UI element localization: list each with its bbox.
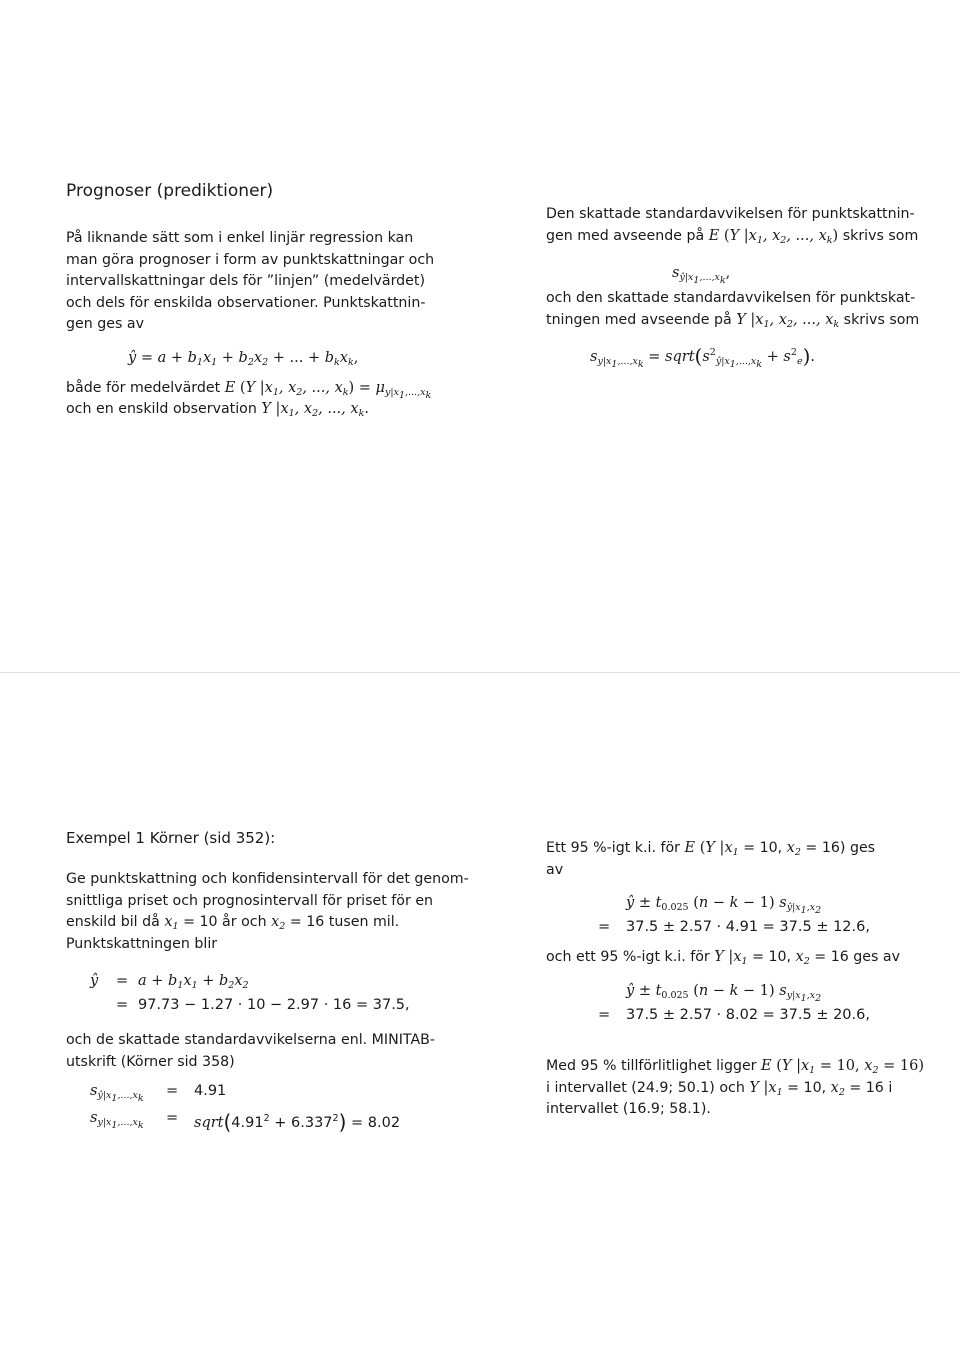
observation-line-text: och en enskild observation xyxy=(66,401,257,417)
text-fragment: enskild bil då xyxy=(66,914,160,931)
text-fragment: skrivs som xyxy=(842,227,919,244)
text-line: enskild bil då $x_1 = 10$ år och $x_2 = 16$ tusen mil. xyxy=(66,914,400,933)
text-fragment: = 16 i xyxy=(849,1079,893,1096)
text-line: Ett 95 %-igt k.i. för E (Y $|x_1 = 10$, $x_2 = 16$) ges xyxy=(546,840,876,858)
text-fragment: = 10, xyxy=(787,1079,827,1096)
text-line: Den skattade standardavvikelsen för punktskattnin- xyxy=(546,206,915,222)
text-fragment: = 16) xyxy=(805,840,846,856)
observation-line: och en enskild observation Y $|x_1$, $x_2$, ..., $x_k$. xyxy=(66,401,369,419)
text-line: man göra prognoser i form av punktskattningar och xyxy=(66,251,435,268)
text-fragment: = 16 ges av xyxy=(814,949,900,965)
point-estimate-value: 97.73 − 1.27 · 10 − 2.97 · 16 = 37.5, xyxy=(138,997,410,1013)
text-fragment: och ett 95 %-igt k.i. för xyxy=(546,949,710,965)
text-line: av xyxy=(546,861,564,878)
slide-prognoser xyxy=(0,0,480,672)
text-fragment: Ett 95 %-igt k.i. för xyxy=(546,840,680,856)
s-yhat-symbol: $s_{ŷ|x_1,...,x_k}$, xyxy=(672,265,731,286)
s-y-term-1: 4.91 xyxy=(231,1115,264,1131)
s-y-formula: $s_{y|x_1,...,x_k}$ = $sqrt(s^2_{ŷ|x_1,...,x_k} + s^2_e)$. xyxy=(590,344,815,370)
text-line: På liknande sätt som i enkel linjär regression kan xyxy=(66,230,414,246)
pi-intro xyxy=(546,947,900,969)
text-fragment: = 10, xyxy=(752,949,792,965)
slide-example: Exempel 1 Körner (sid 352): Ge punktskattning och konfidensintervall för det genom- snittliga priset och prognosintervall för priset för en enskild bil då $x_1 = 10$ år och $x_2 = 16$ tusen mil. Punktskattningen blir ŷ = $a + b_1x_1 + b_2x_2$ = 97.73 − 1.27 · 10 − 2.97 · 16 = 37.5, och de skattade standardavvikelserna enl. MINITAB- utskrift (Körner sid 358) $s_{ŷ|x_1,...,x_k}$ = 4.91 $s_{y|x_1,...,x_k}$ = sqrt(4.91$^2$ + $6.337^2) = 8.02$ xyxy=(66,829,469,1134)
text-line: gen med avseende på E (Y $|x_1$, $x_2$, ..., $x_k$) skrivs som xyxy=(546,227,919,246)
s-y-term-2: + 6.337 xyxy=(274,1115,333,1131)
text-line: i intervallet (24.9; 50.1) och Y $|x_1 = 10$, $x_2 = 16$ i xyxy=(546,1079,893,1098)
pi-calc-value: 37.5 ± 2.57 · 8.02 = 37.5 ± 20.6, xyxy=(626,1007,870,1023)
mean-line: både för medelvärdet E (Y $|x_1$, $x_2$, ..., $x_k) = \mu_{y|x_1,...,x_k}$ xyxy=(66,380,432,401)
text-line: intervallskattningar dels för ”linjen” (medelvärdet) xyxy=(66,273,426,290)
text-fragment: tningen med avseende på xyxy=(546,311,732,328)
text-fragment: gen med avseende på xyxy=(546,227,705,244)
text-line: tningen med avseende på Y $|x_1$, $x_2$, ..., $x_k$ skrivs som xyxy=(546,311,920,330)
text-fragment: = 10, xyxy=(743,840,783,856)
text-line: snittliga priset och prognosintervall för priset för en xyxy=(66,892,434,909)
text-line: och den skattade standardavvikelsen för punktskat- xyxy=(546,290,916,306)
text-line: intervallet (16.9; 58.1). xyxy=(546,1101,711,1118)
text-line: Ge punktskattning och konfidensintervall för det genom- xyxy=(66,871,469,887)
mean-line-text: både för medelvärdet xyxy=(66,380,221,396)
ci-intro xyxy=(546,838,875,881)
t-subscript: 0.025 xyxy=(661,990,689,1001)
sqrt-word: sqrt xyxy=(665,349,695,365)
text-line: Med 95 % tillförlitlighet ligger E (Y $|x_1 = 10$, $x_2 = 16$) xyxy=(546,1058,924,1076)
sd-paragraph-2 xyxy=(546,288,919,331)
t-subscript: 0.025 xyxy=(661,902,689,913)
text-fragment: = 16 tusen mil. xyxy=(289,914,400,931)
s-yhat-value: 4.91 xyxy=(194,1083,227,1099)
slide-title: Prognoser (prediktioner) xyxy=(66,181,274,201)
text-line: Punktskattningen blir xyxy=(66,935,218,952)
sqrt-word: sqrt xyxy=(194,1115,224,1131)
slide-standard-deviations xyxy=(480,0,960,672)
text-line: och dels för enskilda observationer. Punktskattnin- xyxy=(66,294,426,311)
text-line: och de skattade standardavvikelserna enl. MINITAB- xyxy=(66,1032,436,1048)
text-fragment: ges xyxy=(849,840,876,856)
example-paragraph-2 xyxy=(66,1030,435,1073)
ci-calc-value: 37.5 ± 2.57 · 4.91 = 37.5 ± 12.6, xyxy=(626,919,870,935)
example-paragraph-1 xyxy=(66,869,469,955)
conclusion-paragraph xyxy=(546,1056,924,1121)
s-y-result: = 8.02 xyxy=(351,1115,401,1131)
example-title: Exempel 1 Körner (sid 352): xyxy=(66,829,276,847)
text-fragment: i intervallet (24.9; 50.1) och xyxy=(546,1079,745,1096)
text-fragment: = 10 år och xyxy=(183,914,267,931)
intro-paragraph xyxy=(66,228,434,336)
text-line: och ett 95 %-igt k.i. för Y $|x_1 = 10$, $x_2 = 16$ ges av xyxy=(546,949,900,967)
text-line: gen ges av xyxy=(66,316,144,333)
sd-paragraph-1 xyxy=(546,204,918,247)
text-line: utskrift (Körner sid 358) xyxy=(66,1053,235,1070)
regression-equation: ŷ = $a + b_1x_1 + b_2x_2$ + ... + $b_kx_k$, xyxy=(128,350,359,368)
text-fragment: Med 95 % tillförlitlighet ligger xyxy=(546,1058,757,1074)
text-fragment: skrivs som xyxy=(843,311,920,328)
slide-intervals: Ett 95 %-igt k.i. för E (Y $|x_1 = 10$, $x_2 = 16$) ges av ŷ ± $t_{0.025}$ (n − k − 1) $s_{ŷ|x_1,x_2}$ = 37.5 ± 2.57 · 4.91 = 37.5 ± 12.6, och ett 95 %-igt k.i. för Y $|x_1 = 10$, $x_2 = 16$ ges av ŷ ± $t_{0.025}$ (n − k − 1) $s_{y|x_1,x_2}$ = 37.5 ± 2.57 · 8.02 = 37.5 ± 20.6, Med 95 % tillförlitlighet ligger E (Y $|x_1 = 10$, $x_2 = 16$) i intervallet (24.9; 50.1) och Y $|x_1 = 10$, $x_2 = 16$ i intervallet (16.9; 58.1). xyxy=(480,673,960,1345)
